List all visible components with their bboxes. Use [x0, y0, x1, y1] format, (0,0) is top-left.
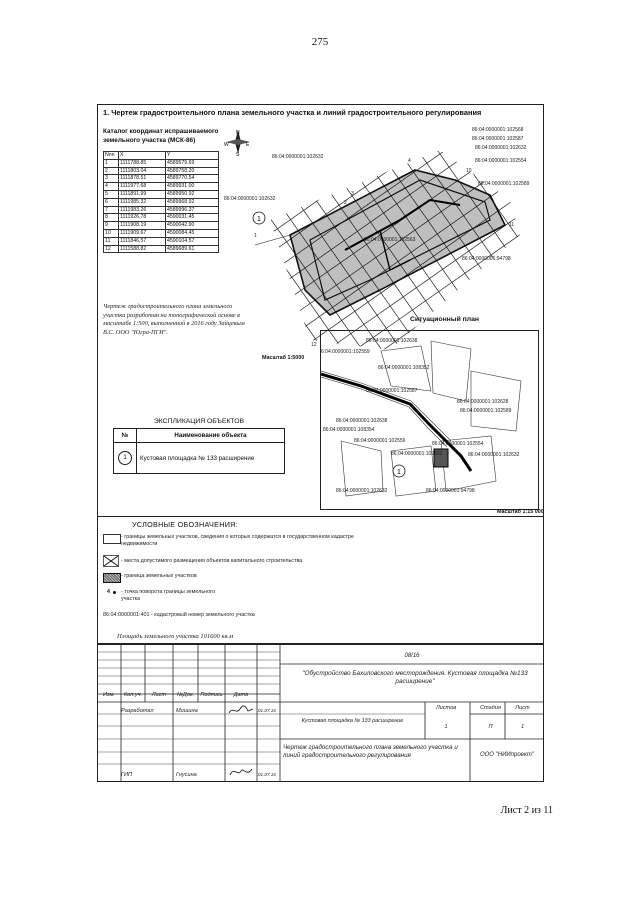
coord-row	[104, 229, 219, 237]
legend-item: - места допустимого размещения объектов капитального строительства	[121, 558, 303, 564]
coord-row	[104, 214, 219, 222]
coord-cell: 1111803.04	[119, 167, 166, 175]
coord-cell: 1	[104, 159, 119, 167]
coord-cell: 1111985.32	[119, 198, 166, 206]
project-name: "Обустройство Бахиловского месторождения. Кустовая площадка №133 расширение"	[302, 670, 528, 685]
point-label: 1	[254, 233, 257, 239]
situation-marker: 1	[397, 469, 401, 476]
stage-value: П	[488, 724, 493, 730]
legend-swatch-plot	[103, 573, 121, 583]
legend-item: 86:04:0000001:401 - кадастровый номер земельного участка	[103, 612, 255, 618]
coord-row	[104, 206, 219, 214]
coord-cell: 8	[104, 214, 119, 222]
coord-cell: 4590042.90	[166, 222, 219, 230]
tb-header: Дата	[233, 692, 249, 698]
coord-cell: 4589579.69	[166, 159, 219, 167]
coord-cell: 11	[104, 237, 119, 245]
coord-cell: 4589996.37	[166, 206, 219, 214]
developer-name: Мишина	[176, 708, 198, 714]
coord-cell: 4589950.92	[166, 190, 219, 198]
situation-cad-label: 86:04:0000001:102628	[457, 399, 509, 405]
plot-area: Площадь земельного участка 101600 кв.м	[117, 633, 234, 640]
situation-cad-label: 86:04:0000001:102632	[336, 488, 388, 494]
coord-row	[104, 159, 219, 167]
sheets-value: 1	[444, 724, 448, 730]
coord-row	[104, 245, 219, 253]
point-label: 3	[351, 191, 354, 197]
point-label: 11	[509, 222, 515, 228]
main-scale: Масштаб 1:5000	[262, 355, 305, 361]
legend-point-icon	[113, 591, 116, 594]
coord-header: X	[119, 152, 166, 160]
legend-item: - границы земельных участков, сведения о которых содержатся в государственном кадастре недвижимости	[121, 534, 355, 547]
situation-cad-label: 6:04:0000001:102559	[321, 349, 370, 355]
page-number: 275	[311, 36, 329, 48]
explication-table	[113, 428, 285, 474]
situation-cad-label: 86:04:0000001:102589	[460, 408, 512, 414]
compass-icon	[224, 128, 252, 156]
expl-header-num: №	[114, 429, 137, 443]
expl-header-name: Наименование объекта	[137, 429, 285, 443]
drawing-name: Чертеж градостроительного плана земельного участка и линий градостроительного регулирования	[283, 744, 458, 759]
situation-title: Ситуационный план	[410, 316, 479, 323]
compass-n: N	[236, 130, 240, 136]
coord-cell: 5	[104, 190, 119, 198]
point-label: 2	[344, 200, 347, 206]
legend-point-sample: 4	[107, 589, 110, 595]
coord-header: Y	[166, 152, 219, 160]
tb-header: Подпись	[200, 692, 223, 698]
tb-header: Лист	[151, 692, 167, 698]
coord-cell: 4589770.54	[166, 175, 219, 183]
tb-header: Изм.	[103, 692, 115, 698]
legend-item: - граница земельных участков	[121, 573, 197, 579]
coord-cell: 1111909.67	[119, 229, 166, 237]
coord-cell: 4589758.20	[166, 167, 219, 175]
compass-e: E	[246, 142, 250, 148]
legend-title: УСЛОВНЫЕ ОБОЗНАЧЕНИЯ:	[132, 520, 238, 529]
cad-label: 86:04:0000001:94798	[462, 256, 511, 262]
cad-label: 86:04:0000001:102632	[224, 196, 276, 202]
coord-row	[104, 222, 219, 230]
survey-note: Чертеж градостроительного плана земельного участка разработан на топографической основе в масштабе 1:500, выполненной в 2016 году Зайцевым В.С. ООО "Югра-ПГИ".	[103, 303, 245, 336]
coord-cell: 7	[104, 206, 119, 214]
sheet-header: Лист	[515, 705, 530, 711]
coord-row	[104, 190, 219, 198]
situation-cad-label: 86:04:0000001:102638	[366, 338, 418, 344]
stage-header: Стадия	[480, 705, 501, 711]
cad-label: 86:04:0000001:102632	[475, 145, 527, 151]
coord-cell: 4590084.45	[166, 229, 219, 237]
coord-cell: 1111983.26	[119, 206, 166, 214]
gip-date: 01.07.16	[258, 772, 276, 777]
coord-cell: 4590104.57	[166, 237, 219, 245]
coord-cell: 1111977.68	[119, 183, 166, 191]
gip-signature	[228, 765, 254, 779]
coord-row	[104, 237, 219, 245]
coord-header: Nnn	[104, 152, 119, 160]
catalog-title: Каталог координат испрашиваемого земельного участка (МСК-86)	[103, 128, 219, 144]
coord-cell: 6	[104, 198, 119, 206]
legend-swatch-cadastre	[103, 534, 121, 544]
coord-cell: 4	[104, 183, 119, 191]
organization: ООО "НИИпроект"	[479, 752, 535, 758]
situation-scale: Масштаб 1:15 000	[497, 509, 544, 515]
situation-cad-label: 86:04:0000001:102554	[432, 441, 484, 447]
coord-cell: 2	[104, 167, 119, 175]
gip-role: ГИП	[121, 772, 133, 778]
coord-row	[104, 198, 219, 206]
sheets-header: Листов	[435, 705, 457, 711]
developer-date: 01.07.16	[258, 708, 276, 713]
developer-signature	[228, 704, 254, 716]
coord-cell: 1111891.99	[119, 190, 166, 198]
coord-cell: 12	[104, 245, 119, 253]
situation-cad-label: 86:04:0000001:108352	[378, 365, 430, 371]
cad-label: 86:04:0000001:102568	[472, 127, 524, 133]
coord-cell: 3	[104, 175, 119, 183]
point-label: 12	[311, 342, 317, 348]
coord-cell: 1111846.57	[119, 237, 166, 245]
cad-label: 86:04:0000001:102554	[475, 158, 527, 164]
cad-label: 86:04:0000001:102587	[472, 136, 524, 142]
point-label: 4	[408, 158, 411, 164]
developer-role: Разработал	[121, 708, 154, 714]
project-code: 08/16	[404, 653, 420, 659]
coord-cell: 4590031.45	[166, 214, 219, 222]
situation-cad-label: 86:04:0000001:102638	[336, 418, 388, 424]
coord-row	[104, 167, 219, 175]
coord-cell: 1111878.51	[119, 175, 166, 183]
legend-item: - точка поворота границы земельного участка	[121, 589, 215, 602]
title-block-headers	[97, 692, 280, 702]
point-label: 10	[466, 168, 472, 174]
coord-cell: 4589931.00	[166, 183, 219, 191]
object-name: Кустовая площадка № 133 расширение	[301, 718, 404, 724]
coord-cell: 1111926.78	[119, 214, 166, 222]
cad-label: 86:04:0000001:102563	[364, 237, 416, 243]
expl-row-name: Кустовая площадка № 133 расширение	[137, 443, 285, 474]
tb-header: №Док.	[176, 692, 195, 698]
coord-row	[104, 175, 219, 183]
cad-label: 86:04:0000001:102589	[478, 181, 530, 187]
situation-cad-label: 86:04:0000001:108354	[323, 427, 375, 433]
coord-cell: 10	[104, 229, 119, 237]
coord-cell: 4589689.61	[166, 245, 219, 253]
explication-title: ЭКСПЛИКАЦИЯ ОБЪЕКТОВ	[153, 418, 245, 425]
tb-header: Кол.уч.	[123, 692, 143, 698]
situation-cad-label: 86:04:0000001:94798	[426, 488, 475, 494]
situation-cad-label: 86:04:0000001:102632	[391, 451, 443, 457]
coord-cell: 1111788.85	[119, 159, 166, 167]
compass-s: S	[236, 152, 240, 156]
coord-cell: 1111588.82	[119, 245, 166, 253]
gip-name: Гнусина	[176, 772, 197, 778]
cad-label: 86:04:0000001:102632	[272, 154, 324, 160]
title-block-grid	[97, 644, 544, 782]
footer-sheet-count: Лист 2 из 11	[500, 805, 553, 816]
main-plan-map	[250, 140, 545, 355]
compass-w: W	[224, 142, 229, 148]
coord-cell: 9	[104, 222, 119, 230]
legend-cross-icon	[103, 555, 119, 567]
coord-cell: 4589968.92	[166, 198, 219, 206]
situation-cad-label: 86:04:0000001:102632	[468, 452, 520, 458]
sheet-value: 1	[520, 724, 525, 730]
situation-cad-label: 86:04:0000001:102587	[366, 388, 418, 394]
coord-cell: 1111908.19	[119, 222, 166, 230]
coord-row	[104, 183, 219, 191]
expl-row-num: 1	[118, 451, 132, 465]
object-marker: 1	[257, 216, 261, 223]
coordinates-table	[103, 151, 219, 253]
situation-cad-label: 86:04:0000001:102556	[354, 438, 406, 444]
sheet-title: 1. Чертеж градостроительного плана земельного участка и линий градостроительного регулирования	[103, 108, 482, 117]
